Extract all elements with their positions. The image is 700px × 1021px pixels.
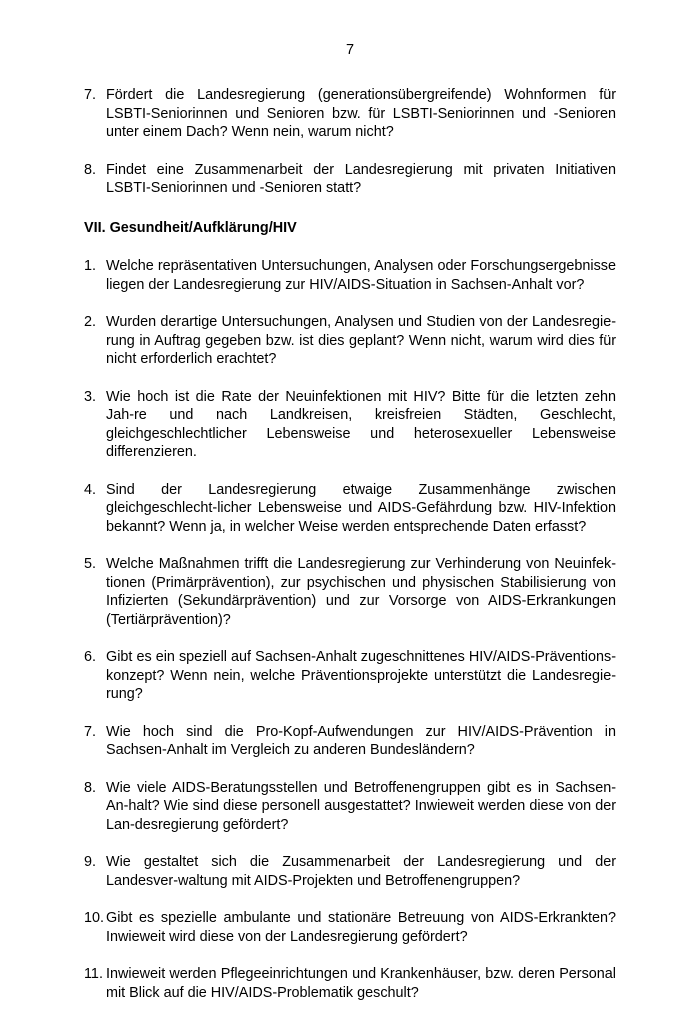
- document-body: [84, 86, 616, 1021]
- list-item: [84, 161, 616, 198]
- list-item: [84, 481, 616, 537]
- list-item: [84, 723, 616, 760]
- item-number: 11.: [84, 966, 103, 982]
- item-text: Findet eine Zusammenarbeit der Landesregierung mit privaten Initiativen LSBTI-Seniorinnen und -Senioren statt?: [106, 161, 616, 196]
- list-item: [84, 648, 616, 704]
- list-item: [84, 388, 616, 462]
- item-number: 5.: [84, 556, 97, 572]
- item-number: 7.: [84, 723, 97, 740]
- item-text: Wie hoch sind die Pro-Kopf-Aufwendungen zur HIV/AIDS-Prävention in Sachsen-Anhalt im Vergleich zu anderen Bundesländern?: [106, 723, 616, 758]
- list-item: [84, 853, 616, 890]
- item-number: 4.: [84, 481, 97, 498]
- list-item: [84, 555, 616, 629]
- item-text: Wie viele AIDS-Beratungsstellen und Betroffenengruppen gibt es in Sachsen-An-halt? Wie sind diese personell ausgestattet? Inwieweit werden diese von der Lan-desregierung gefördert?: [106, 779, 616, 833]
- item-text: Welche Maßnahmen trifft die Landesregierung zur Verhinderung von Neuinfek-tionen (Primärprävention), zur psychischen und physischen Stabilisierung von Infizierten (Sekundärprävention) und zur Vorsorge von AIDS-Erkrankungen (Tertiärprävention)?: [106, 556, 616, 628]
- item-text: Sind der Landesregierung etwaige Zusammenhänge zwischen gleichgeschlecht-licher Lebensweise und AIDS-Gefährdung bzw. HIV-Infektion bekannt? Wenn ja, in welcher Weise werden entsprechende Daten erfasst?: [106, 481, 616, 535]
- list-item: [84, 257, 616, 294]
- section-heading: VII. Gesundheit/Aufklärung/HIV: [84, 219, 297, 236]
- item-number: 10.: [84, 910, 105, 926]
- item-number: 6.: [84, 649, 97, 665]
- item-number: 7.: [84, 87, 97, 103]
- page-number: 7: [345, 42, 355, 58]
- list-item: [84, 909, 616, 946]
- list-item: [84, 313, 616, 369]
- list-item: [84, 86, 616, 142]
- item-text: Gibt es spezielle ambulante und stationäre Betreuung von AIDS-Erkrankten? Inwieweit wird diese von der Landesregierung gefördert?: [106, 910, 616, 945]
- item-number: 8.: [84, 779, 97, 796]
- item-text: Fördert die Landesregierung (generationsübergreifende) Wohnformen für LSBTI-Seniorinnen und Senioren bzw. für LSBTI-Seniorinnen und -Senioren unter einem Dach? Wenn nein, warum nicht?: [106, 87, 616, 140]
- item-number: 1.: [84, 258, 97, 274]
- item-text: Wie hoch ist die Rate der Neuinfektionen mit HIV? Bitte für die letzten zehn Jah-re und nach Landkreisen, kreisfreien Städten, Geschlecht, gleichgeschlechtlicher Lebensweise und heterosexueller Lebensweise differenzieren.: [106, 388, 616, 460]
- item-number: 2.: [84, 314, 97, 330]
- item-number: 8.: [84, 161, 97, 178]
- item-number: 3.: [84, 388, 97, 405]
- item-text: Gibt es ein speziell auf Sachsen-Anhalt zugeschnittenes HIV/AIDS-Präventions-konzept? Wenn nein, welche Präventionsprojekte unterstützt die Landesregie-rung?: [106, 649, 616, 702]
- list-item: [84, 779, 616, 835]
- list-item: [84, 965, 616, 1002]
- item-text: Wie gestaltet sich die Zusammenarbeit der Landesregierung und der Landesver-waltung mit AIDS-Projekten und Betroffenengruppen?: [106, 854, 616, 889]
- item-text: Wurden derartige Untersuchungen, Analysen und Studien von der Landesregie-rung in Auftrag gegeben bzw. ist dies geplant? Wenn nicht, warum wird dies für nicht erforderlich erachtet?: [106, 314, 616, 367]
- item-text: Welche repräsentativen Untersuchungen, Analysen oder Forschungsergebnisse liegen der Landesregierung zur HIV/AIDS-Situation in Sachsen-Anhalt vor?: [106, 258, 616, 293]
- item-number: 9.: [84, 854, 97, 870]
- item-text: Inwieweit werden Pflegeeinrichtungen und Krankenhäuser, bzw. deren Personal mit Blick auf die HIV/AIDS-Problematik geschult?: [106, 966, 616, 1001]
